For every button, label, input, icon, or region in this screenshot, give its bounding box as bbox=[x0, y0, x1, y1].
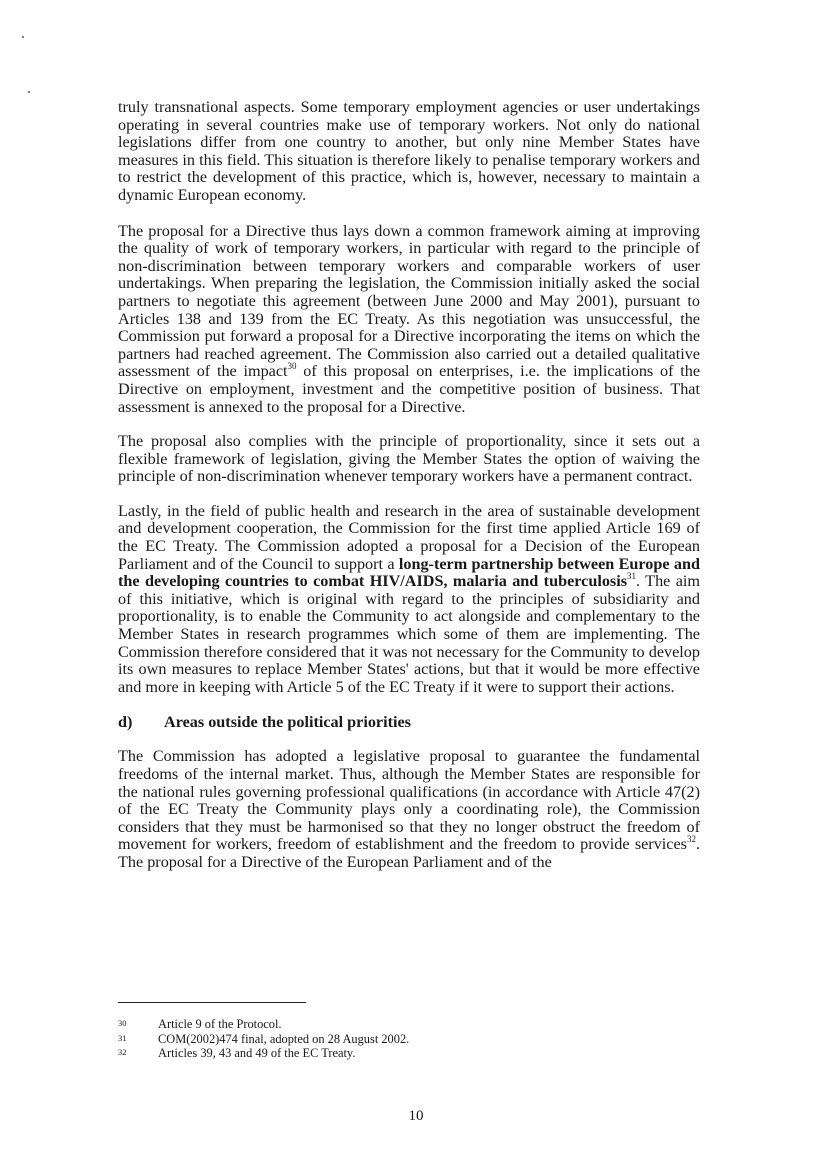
footnote-number: 30 bbox=[118, 1018, 127, 1028]
footnote-ref-31: 31 bbox=[627, 570, 637, 581]
paragraph-2 bbox=[118, 223, 700, 417]
paragraph-5-text-a: The Commission has adopted a legislative proposal to guarantee the fundamental freedoms of the internal market. Thus, although the Member States are responsible for the national rules governing professional qualifications (in accordance with Article 47(2) of the EC Treaty the Community plays only a coordinating role), the Commission considers that they must be harmonised so that they no longer obstruct the freedom of movement for workers, freedom of establishment and the freedom to provide services bbox=[118, 747, 700, 854]
document-body bbox=[118, 99, 700, 889]
footnote-30 bbox=[118, 1018, 678, 1032]
footnotes bbox=[118, 1018, 678, 1062]
footnote-number: 31 bbox=[118, 1032, 127, 1043]
paragraph-1: truly transnational aspects. Some temporary employment agencies or user undertakings operating in several countries make use of temporary workers. Not only do national legislations differ from one country to another, but only nine Member States have measures in this field. This situation is therefore likely to penalise temporary workers and to restrict the development of this practice, which is, however, necessary to maintain a dynamic European economy. bbox=[118, 98, 700, 204]
section-heading-number: d) bbox=[118, 713, 133, 732]
paragraph-2-text-a: The proposal for a Directive thus lays down a common framework aiming at improving the quality of work of temporary workers, in particular with regard to the principle of non-discrimination between temporary workers and comparable workers of user undertakings. When preparing the legislation, the Commission initially asked the social partners to negotiate this agreement (between June 2000 and May 2001), pursuant to Articles 138 and 139 from the EC Treaty. As this negotiation was unsuccessful, the Commission put forward a proposal for a Directive incorporating the items on which the partners had reached agreement. The Commission also carried out a detailed qualitative assessment of the impact bbox=[118, 221, 700, 381]
scan-speck bbox=[28, 91, 30, 93]
footnote-text: COM(2002)474 final, adopted on 28 August 2002. bbox=[158, 1031, 410, 1046]
footnote-31 bbox=[118, 1033, 678, 1047]
section-heading bbox=[118, 713, 700, 731]
paragraph-2-text-b: of this proposal on enterprises, i.e. the implications of the Directive on employment, investment and the competitive position of business. That assessment is annexed to the proposal for a Directive. bbox=[118, 362, 701, 416]
footnote-text: Article 9 of the Protocol. bbox=[158, 1017, 282, 1031]
paragraph-5 bbox=[118, 748, 700, 871]
footnote-separator bbox=[118, 1002, 306, 1003]
footnote-ref-32: 32 bbox=[686, 833, 696, 844]
page-number: 10 bbox=[408, 1108, 424, 1124]
section-heading-title: Areas outside the political priorities bbox=[164, 713, 411, 732]
footnote-text: Articles 39, 43 and 49 of the EC Treaty. bbox=[158, 1046, 356, 1061]
paragraph-4-text-a: Lastly, in the field of public health and research in the area of sustainable development and development cooperation, the Commission for the first time applied Article 169 of the EC Treaty. The Commission adopted a proposal for a Decision of the European Parliament and of the Council to support a bbox=[118, 501, 700, 573]
paragraph-3: The proposal also complies with the principle of proportionality, since it sets out a flexible framework of legislation, giving the Member States the option of waiving the principle of non-discrimination whenever temporary workers have a permanent contract. bbox=[118, 432, 700, 486]
scan-speck bbox=[22, 36, 24, 38]
paragraph-4 bbox=[118, 503, 700, 697]
footnote-32 bbox=[118, 1047, 678, 1061]
paragraph-4-bold: long-term partnership between Europe and the developing countries to combat HIV/AIDS, malaria and tuberculosis bbox=[118, 554, 700, 591]
footnote-number: 32 bbox=[118, 1047, 127, 1058]
paragraph-5-text-b: . The proposal for a Directive of the European Parliament and of the bbox=[118, 835, 700, 871]
paragraph-4-text-b: . The aim of this initiative, which is original with regard to the principles of subsidiarity and proportionality, is to enable the Community to act alongside and complementary to the Member States in research programmes which some of them are implementing. The Commission therefore considered that it was not necessary for the Community to develop its own measures to replace Member States' actions, but that it would be more effective and more in keeping with Article 5 of the EC Treaty if it were to support their actions. bbox=[118, 572, 700, 696]
footnote-ref-30: 30 bbox=[287, 360, 297, 371]
